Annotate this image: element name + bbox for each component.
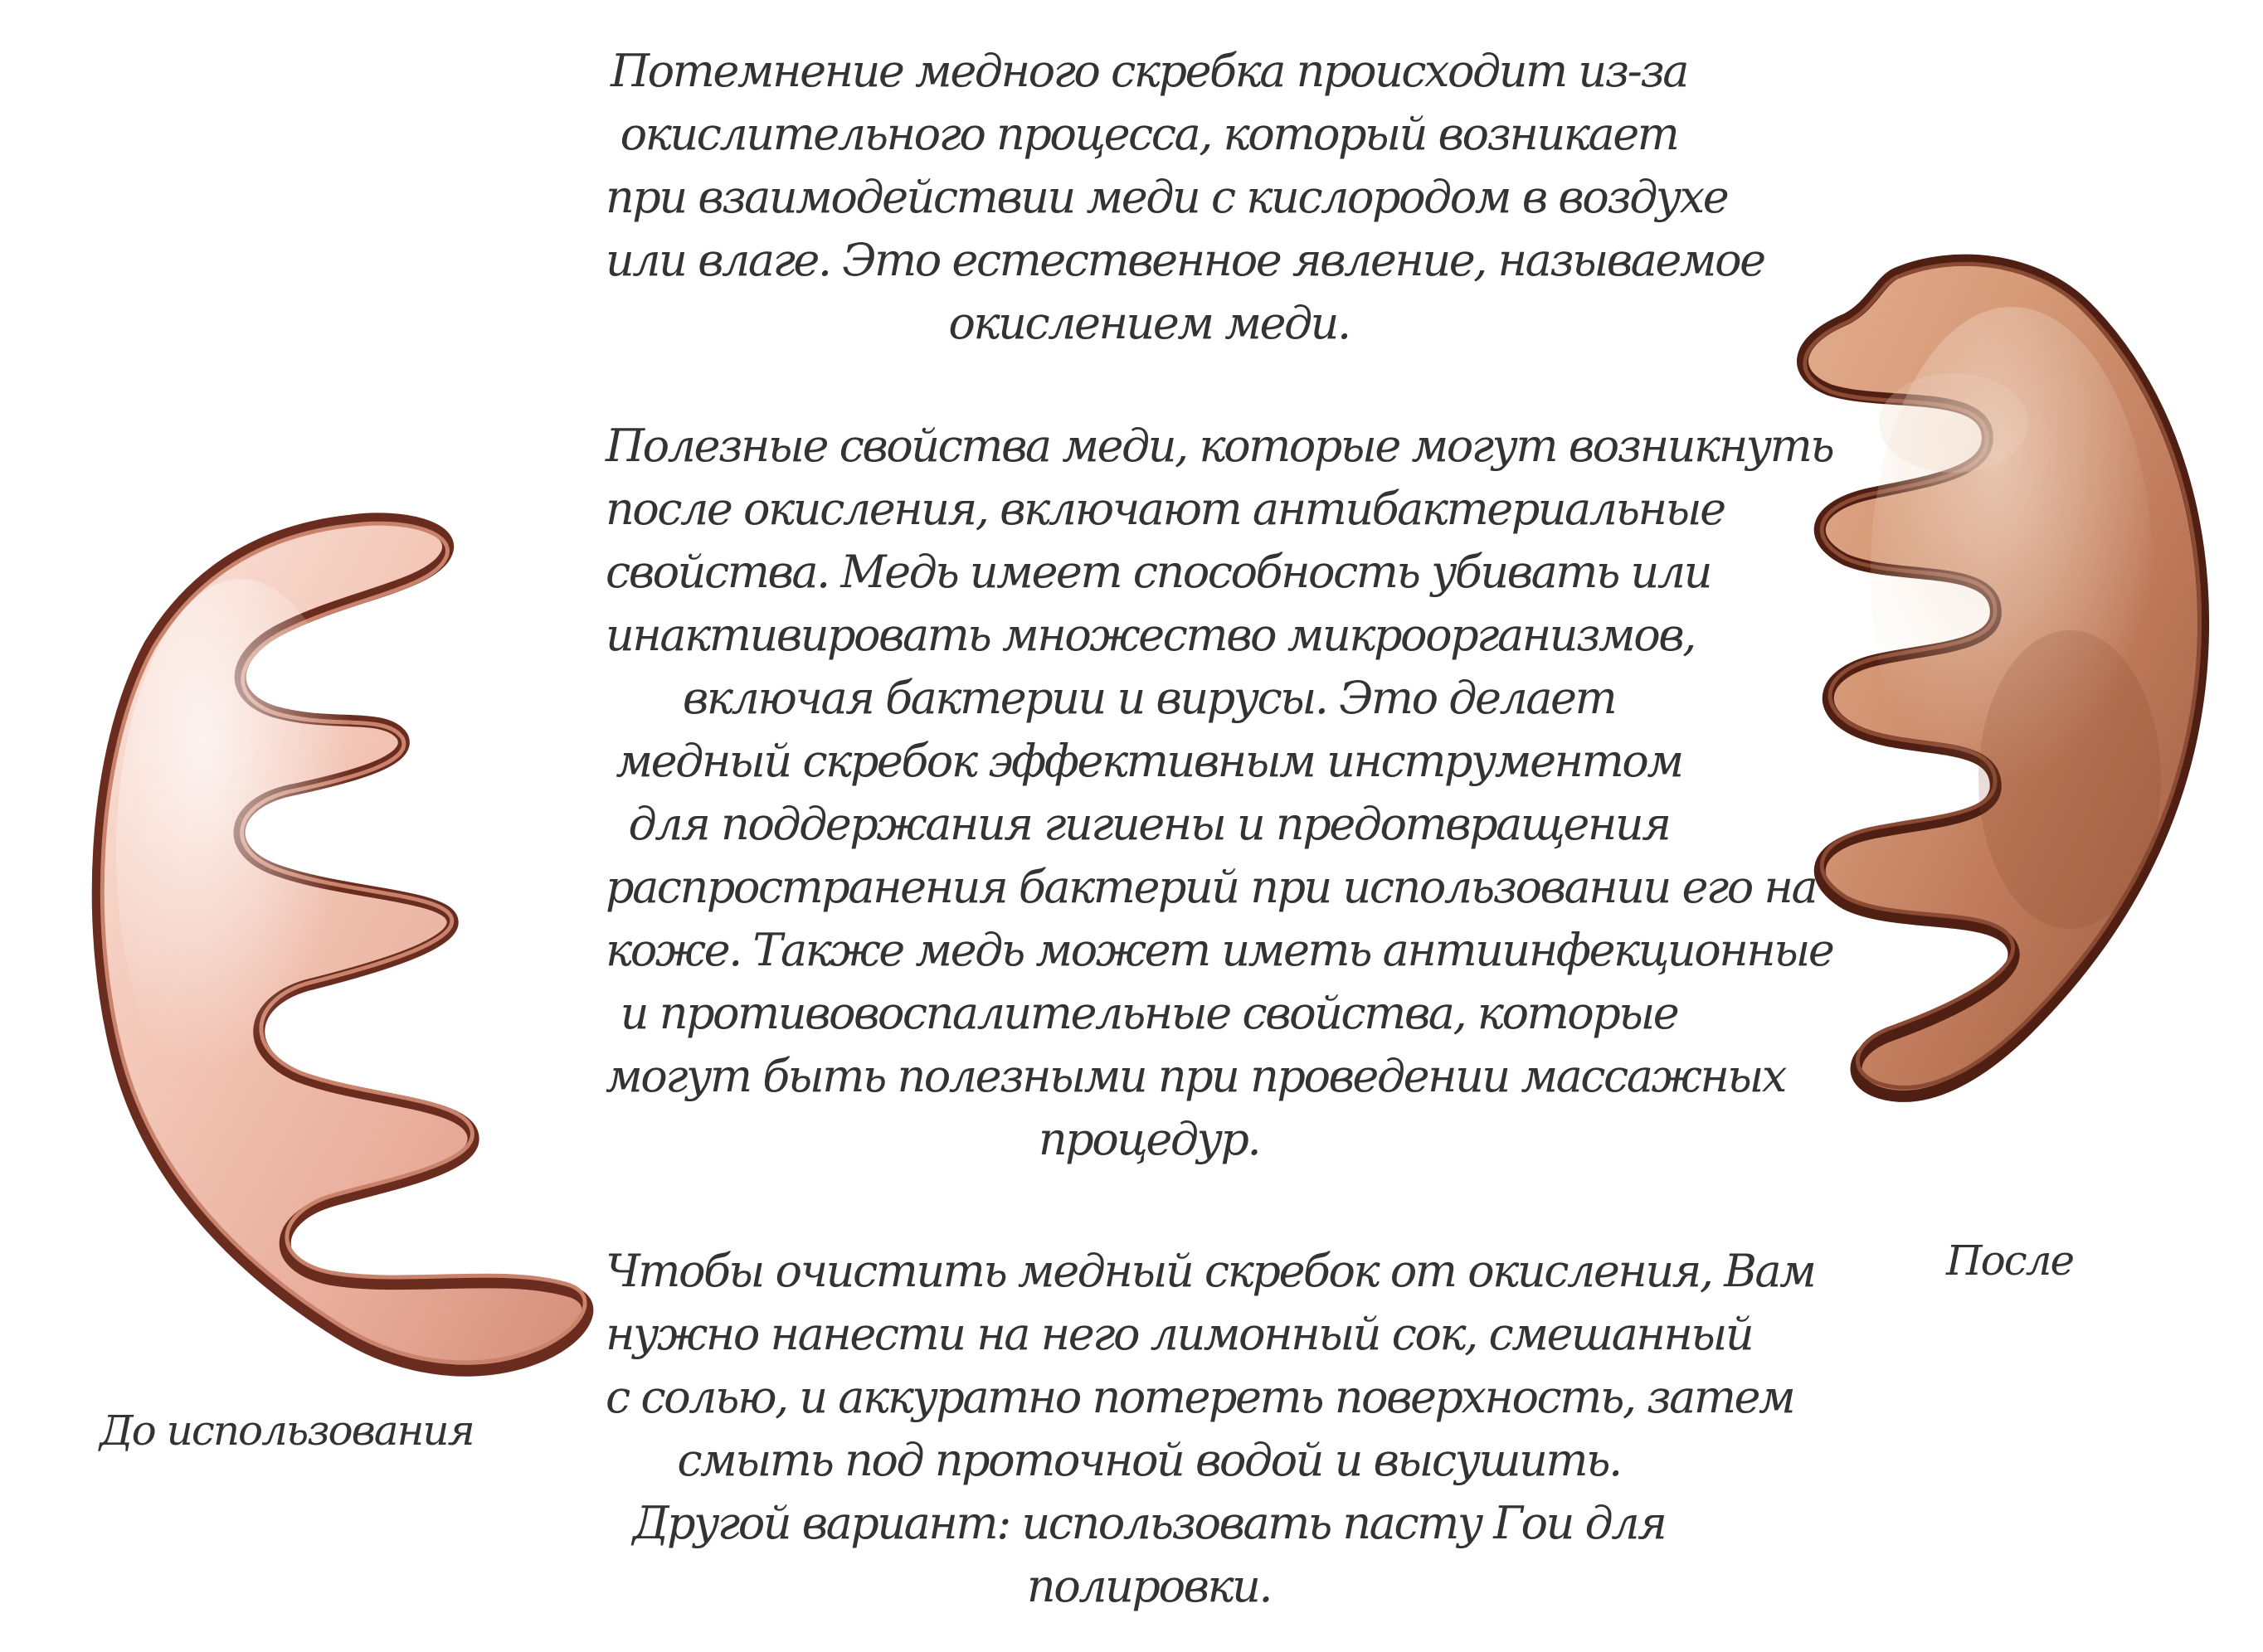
text-line: Потемнение медного скребка происходит из-за: [611, 45, 1687, 97]
caption-before: До использования: [100, 1407, 474, 1455]
scraper-before-image: [75, 504, 606, 1383]
text-line: окислением меди.: [948, 297, 1350, 349]
text-line: инактивировать множество микроорганизмов,: [606, 609, 1695, 661]
text-line: при взаимодействии меди с кислородом в воздухе: [606, 171, 1728, 223]
text-line: включая бактерии и вирусы. Это делает: [682, 672, 1616, 724]
text-line: процедур.: [1038, 1113, 1260, 1165]
text-line: Чтобы очистить медный скребок от окисления, Вам: [606, 1245, 1815, 1297]
caption-after: После: [1946, 1237, 2074, 1285]
text-line: свойства. Медь имеет способность убивать или: [606, 546, 1711, 598]
paragraph-benefits: [606, 415, 1833, 1171]
text-line: Другой вариант: использовать пасту Гои для: [632, 1497, 1666, 1549]
text-line: или влаге. Это естественное явление, называемое: [606, 234, 1764, 286]
text-line: нужно нанести на него лимонный сок, смешанный: [606, 1308, 1753, 1360]
scraper-after-image: [1680, 241, 2227, 1120]
text-line: распространения бактерий при использовании его на: [606, 861, 1817, 913]
text-line: и противовоспалительные свойства, которые: [620, 987, 1678, 1039]
text-line: окислительного процесса, который возникает: [620, 108, 1678, 160]
text-line: Полезные свойства меди, которые могут возникнуть: [606, 420, 1833, 472]
text-line: полировки.: [1026, 1560, 1272, 1612]
text-line: коже. Также медь может иметь антиинфекционные: [606, 924, 1833, 976]
text-line: медный скребок эффективным инструментом: [616, 735, 1682, 787]
text-line: смыть под проточной водой и высушить.: [677, 1434, 1621, 1486]
text-line: могут быть полезными при проведении массажных: [606, 1050, 1785, 1102]
paragraph-cleaning: [606, 1240, 1815, 1618]
text-line: после окисления, включают антибактериальные: [606, 483, 1725, 535]
text-line: с солью, и аккуратно потереть поверхность, затем: [606, 1371, 1794, 1423]
paragraph-oxidation: [606, 40, 1764, 355]
text-line: для поддержания гигиены и предотвращения: [628, 798, 1670, 850]
